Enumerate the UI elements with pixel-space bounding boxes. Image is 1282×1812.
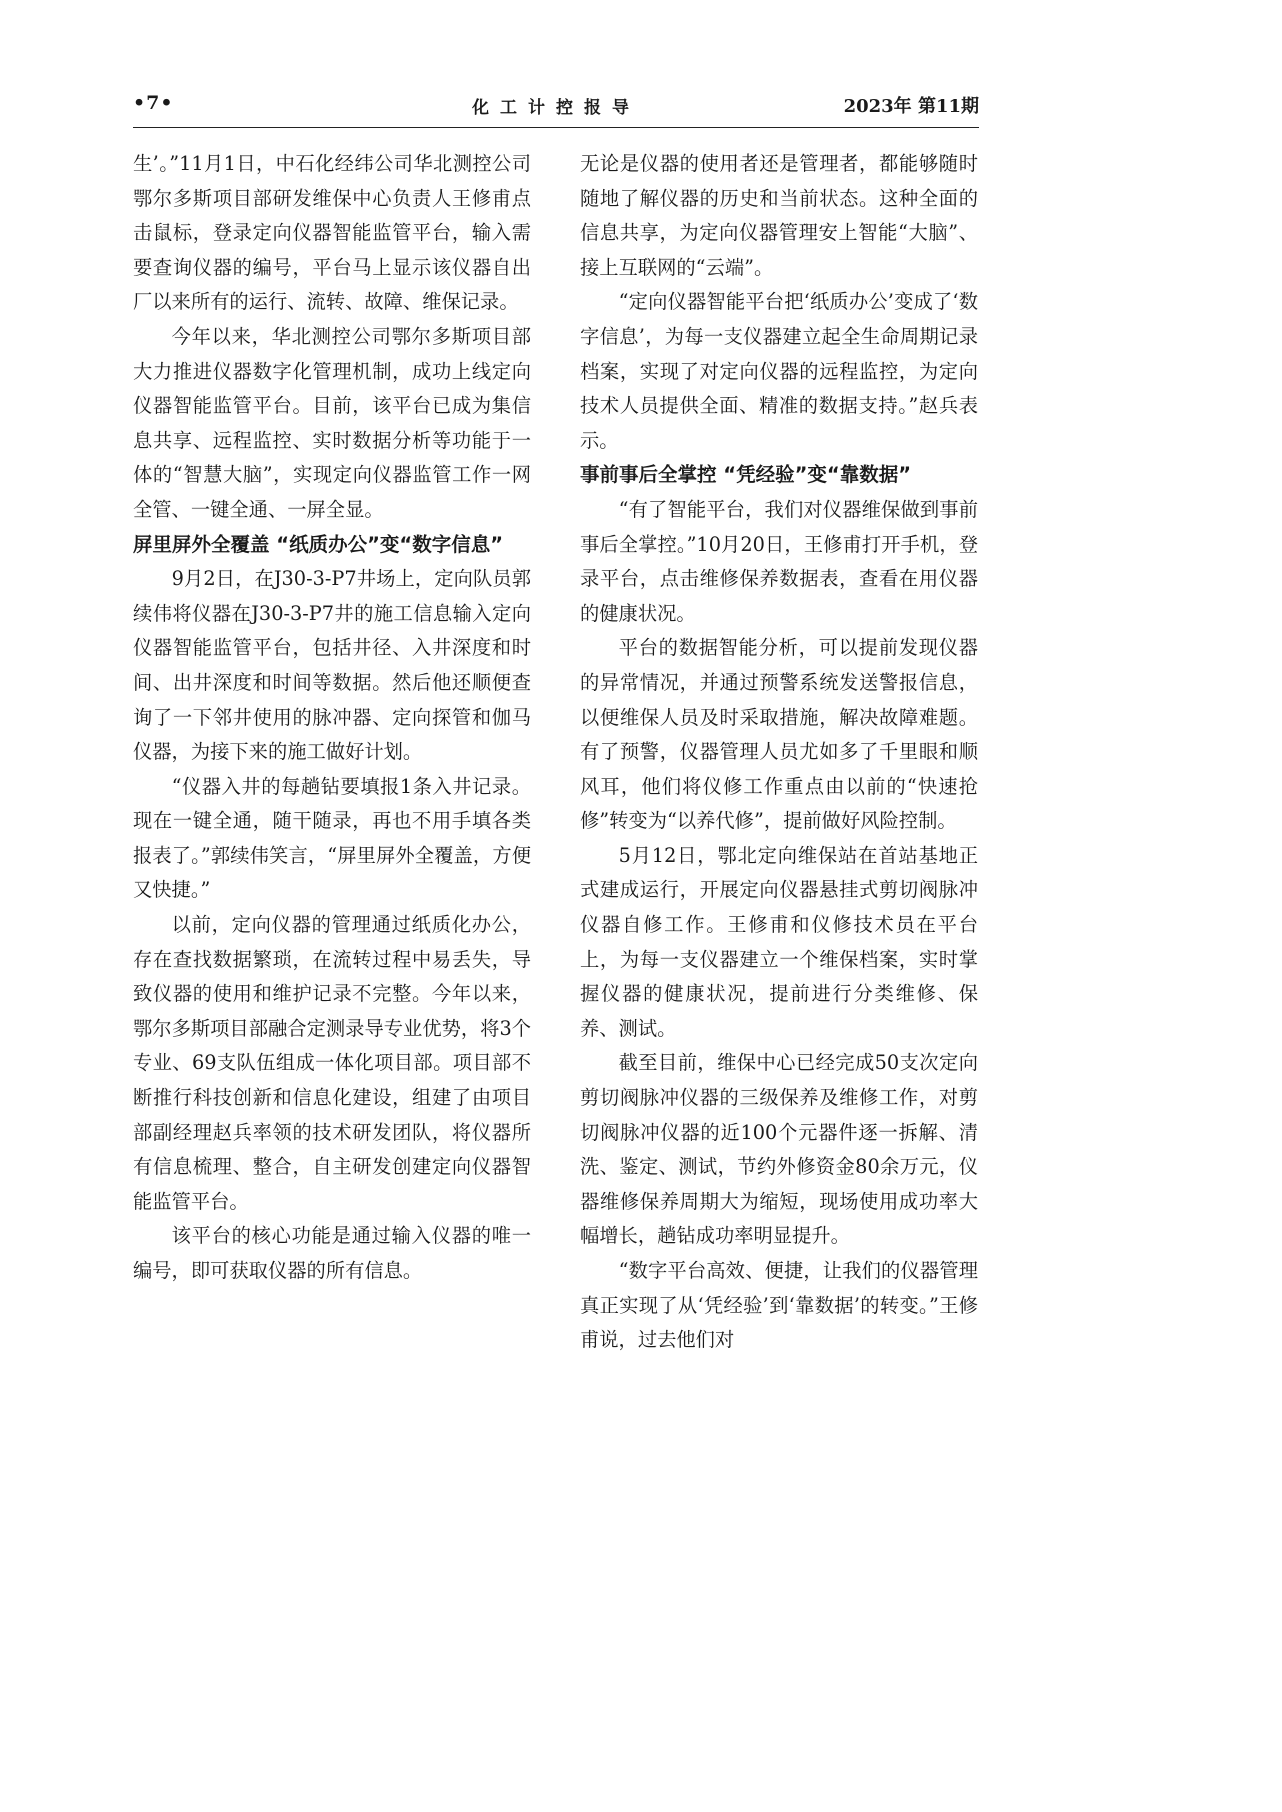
paragraph: 平台的数据智能分析，可以提前发现仪器的异常情况，并通过预警系统发送警报信息，以便维保人员及时采取措施，解决故障难题。有了预警，仪器管理人员尤如多了千里眼和顺风耳，他们将仪修工作重点由以前的“快速抢修”转变为“以养代修”，提前做好风险控制。 <box>580 636 978 833</box>
journal-title: 化工计控报导 <box>472 98 640 118</box>
paragraph: 以前，定向仪器的管理通过纸质化办公，存在查找数据繁琐，在流转过程中易丢失，导致仪器的使用和维护记录不完整。今年以来，鄂尔多斯项目部融合定测录导专业优势，将3个专业、69支队伍组成一体化项目部。项目部不断推行科技创新和信息化建设，组建了由项目部副经理赵兵率领的技术研发团队，将仪器所有信息梳理、整合，自主研发创建定向仪器智能监管平台。 <box>133 913 531 1213</box>
paragraph: “数字平台高效、便捷，让我们的仪器管理真正实现了从‘凭经验’到‘靠数据’的转变。”王修甫说，过去他们对 <box>580 1259 978 1352</box>
paragraph: 5月12日，鄂北定向维保站在首站基地正式建成运行，开展定向仪器悬挂式剪切阀脉冲仪器自修工作。王修甫和仪修技术员在平台上，为每一支仪器建立一个维保档案，实时掌握仪器的健康状况，提前进行分类维修、保养、测试。 <box>580 843 978 1040</box>
paragraph: 无论是仪器的使用者还是管理者，都能够随时随地了解仪器的历史和当前状态。这种全面的信息共享，为定向仪器管理安上智能“大脑”、接上互联网的“云端”。 <box>580 152 978 279</box>
issue-label: 2023年 第11期 <box>843 96 979 117</box>
paragraph: 该平台的核心功能是通过输入仪器的唯一编号，即可获取仪器的所有信息。 <box>133 1224 531 1282</box>
page-number: •7• <box>133 92 174 114</box>
right-column <box>580 147 978 1358</box>
paragraph: 生’。”11月1日，中石化经纬公司华北测控公司鄂尔多斯项目部研发维保中心负责人王修甫点击鼠标，登录定向仪器智能监管平台，输入需要查询仪器的编号，平台马上显示该仪器自出厂以来所有的运行、流转、故障、维保记录。 <box>133 152 531 314</box>
paragraph: “有了智能平台，我们对仪器维保做到事前事后全掌控。”10月20日，王修甫打开手机，登录平台，点击维修保养数据表，查看在用仪器的健康状况。 <box>580 497 978 625</box>
section-heading: 屏里屏外全覆盖 “纸质办公”变“数字信息” <box>133 532 504 556</box>
section-heading: 事前事后全掌控 “凭经验”变“靠数据” <box>580 463 912 487</box>
page-header <box>133 92 979 118</box>
paragraph: “仪器入井的每趟钻要填报1条入井记录。现在一键全通，随干随录，再也不用手填各类报表了。”郭续伟笑言，“屏里屏外全覆盖，方便又快捷。” <box>133 774 531 902</box>
paragraph: 9月2日，在J30-3-P7井场上，定向队员郭续伟将仪器在J30-3-P7井的施工信息输入定向仪器智能监管平台，包括井径、入井深度和时间、出井深度和时间等数据。然后他还顺便查询了一下邻井使用的脉冲器、定向探管和伽马仪器，为接下来的施工做好计划。 <box>133 567 531 764</box>
paragraph: 今年以来，华北测控公司鄂尔多斯项目部大力推进仪器数字化管理机制，成功上线定向仪器智能监管平台。目前，该平台已成为集信息共享、远程监控、实时数据分析等功能于一体的“智慧大脑”，实现定向仪器监管工作一网全管、一键全通、一屏全显。 <box>133 324 531 521</box>
left-column <box>133 147 531 1289</box>
header-rule <box>133 127 979 128</box>
paragraph: 截至目前，维保中心已经完成50支次定向剪切阀脉冲仪器的三级保养及维修工作，对剪切阀脉冲仪器的近100个元器件逐一拆解、清洗、鉴定、测试，节约外修资金80余万元，仪器维修保养周期大为缩短，现场使用成功率大幅增长，趟钻成功率明显提升。 <box>580 1051 978 1248</box>
paragraph: “定向仪器智能平台把‘纸质办公’变成了‘数字信息’，为每一支仪器建立起全生命周期记录档案，实现了对定向仪器的远程监控，为定向技术人员提供全面、精准的数据支持。”赵兵表示。 <box>580 290 978 452</box>
